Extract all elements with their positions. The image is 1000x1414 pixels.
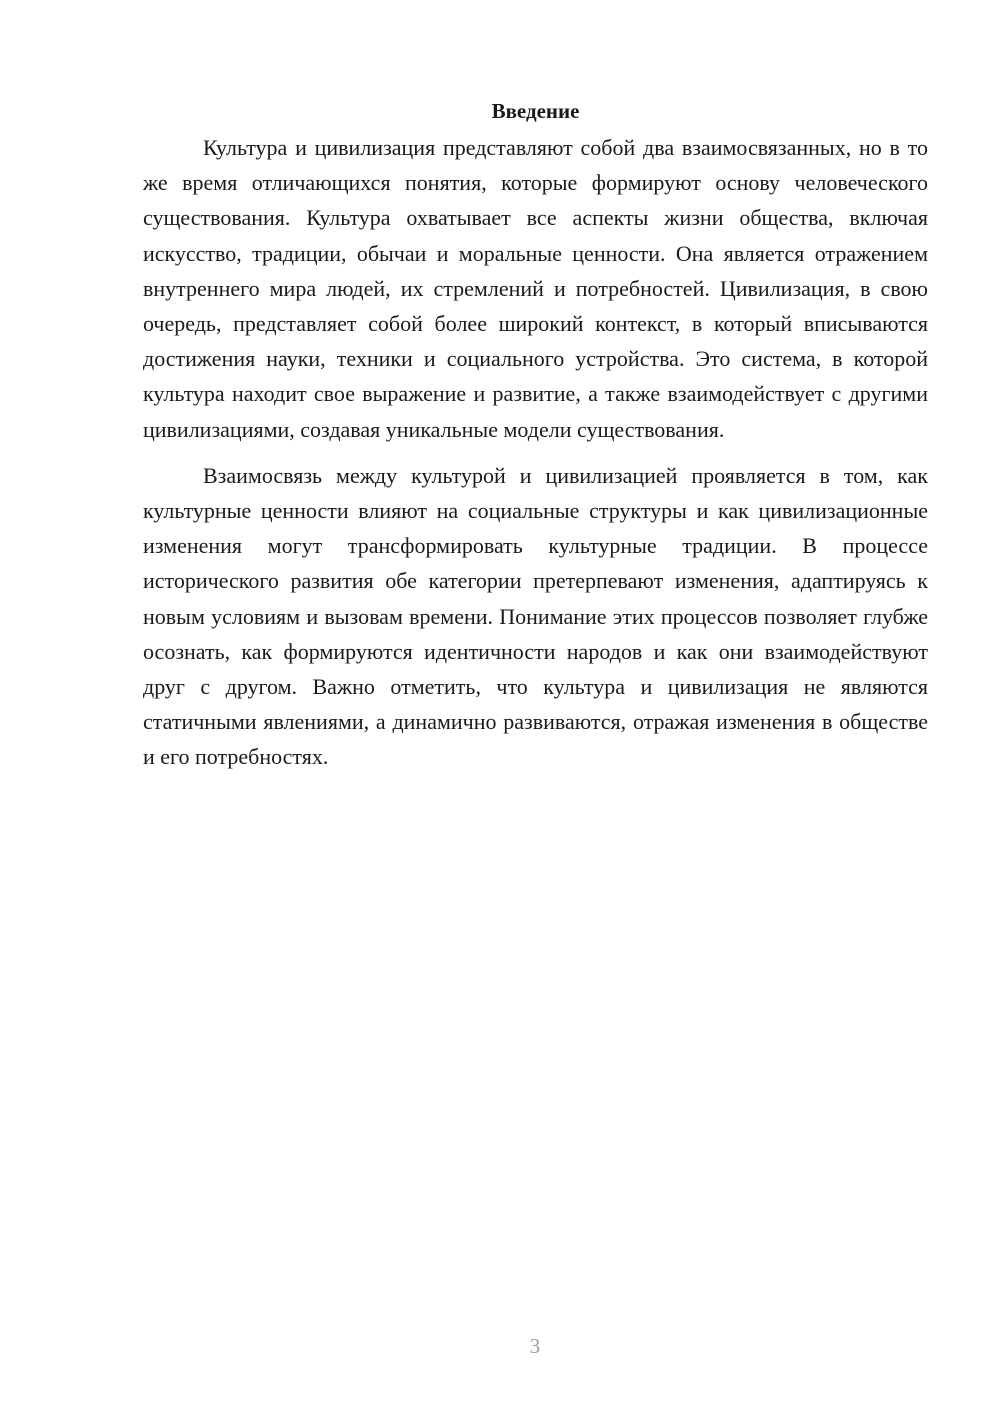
paragraph-1: Культура и цивилизация представляют собой два взаимосвязанных, но в то же время отличающихся понятия, которые формируют основу человеческого существования. Культура охватывает все аспекты жизни общества, включая искусство, традиции, обычаи и моральные ценности. Она является отражением внутреннего мира людей, их стремлений и потребностей. Цивилизация, в свою очередь, представляет собой более широкий контекст, в который вписываются достижения науки, техники и социального устройства. Это система, в которой культура находит свое выражение и развитие, а также взаимодействует с другими цивилизациями, создавая уникальные модели существования.: [143, 135, 928, 442]
page-number: 3: [529, 1334, 541, 1358]
section-title: Введение: [491, 99, 580, 123]
paragraph-2: Взаимосвязь между культурой и цивилизацией проявляется в том, как культурные ценности влияют на социальные структуры и как цивилизационные изменения могут трансформировать культурные традиции. В процессе исторического развития обе категории претерпевают изменения, адаптируясь к новым условиям и вызовам времени. Понимание этих процессов позволяет глубже осознать, как формируются идентичности народов и как они взаимодействуют друг с другом. Важно отметить, что культура и цивилизация не являются статичными явлениями, а динамично развиваются, отражая изменения в обществе и его потребностях.: [143, 462, 928, 770]
page-content: [143, 96, 928, 775]
